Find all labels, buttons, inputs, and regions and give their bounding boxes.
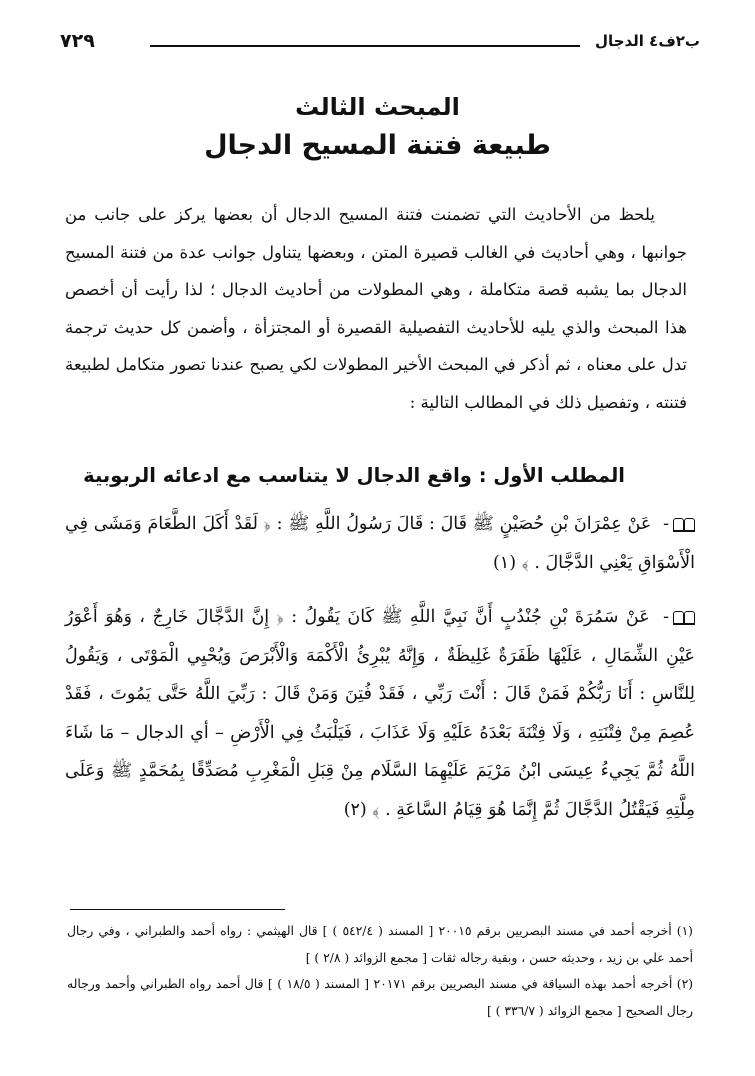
intro-paragraph — [65, 196, 687, 421]
running-head-chapter: ب٢ف٤ الدجال — [595, 32, 700, 50]
running-head — [60, 32, 700, 62]
hadith-dash: - — [663, 514, 669, 534]
section-heading — [0, 88, 755, 166]
intro-text: يلحظ من الأحاديث التي تضمنت فتنة المسيح الدجال أن بعضها يركز على جانب من جوانبها ، وهي أحاديث في الغالب قصيرة المتن ، وبعضها يتناول جوانب عدة من فتنة المسيح الدجال بما يشبه قصة متكاملة ، وهي المطولات من أحاديث الدجال ؛ لذا رأيت أن أخصص هذا المبحث والذي يليه للأحاديث التفصيلية القصيرة أو المجتزأة ، وأضمن كل حديث ترجمة تدل على معناه ، ثم أذكر في المبحث الأخير المطولات لكي يصبح عندنا تصور متكامل لطبيعة فتنته ، وتفصيل ذلك في المطالب التالية : — [65, 205, 687, 412]
footnote-separator — [70, 909, 285, 910]
hadith-dash: - — [663, 607, 669, 627]
open-book-icon — [673, 611, 695, 624]
subsection-heading: المطلب الأول : واقع الدجال لا يتناسب مع ادعائه الربوبية — [83, 464, 625, 487]
hadith-block — [65, 598, 695, 829]
hadith-block — [65, 505, 695, 582]
section-title: المبحث الثالث — [295, 93, 460, 121]
footnote: (١) أخرجه أحمد في مسند البصريين برقم ٢٠٠١٥ [ المسند ( ٥٤٢/٤ ) ] قال الهيثمي : رواه أحمد والطبراني ، وفي رجال أحمد علي بن زيد ، وحديثه حسن ، وبقية رجاله ثقات [ مجمع الزوائد ( ٢/٨ ) ] — [67, 924, 693, 965]
footnote: (٢) أخرجه أحمد بهذه السياقة في مسند البصريين برقم ٢٠١٧١ [ المسند ( ١٨/٥ ) ] قال أحمد رواه الطبراني وأحمد ورجاله رجال الصحيح [ مجمع الزوائد ( ٣٣٦/٧ ) ] — [67, 977, 693, 1018]
section-subtitle: طبيعة فتنة المسيح الدجال — [204, 130, 551, 161]
hadith-text: عَنْ عِمْرَانَ بْنِ حُصَيْنٍ ﷺ قَالَ : قَالَ رَسُولُ اللَّهِ ﷺ : ﴿ لَقَدْ أَكَلَ الطَّعَامَ وَمَشَى فِي الْأَسْوَاقِ يَعْنِي الدَّجَّالَ . ﴾ (١) — [65, 514, 695, 573]
open-book-icon — [673, 518, 695, 531]
hadith-text: عَنْ سَمُرَةَ بْنِ جُنْدُبٍ أَنَّ نَبِيَّ اللَّهِ ﷺ كَانَ يَقُولُ : ﴿ إِنَّ الدَّجَّالَ خَارِجٌ ، وَهُوَ أَعْوَرُ عَيْنِ الشِّمَالِ ، عَلَيْهَا ظَفَرَةٌ غَلِيظَةٌ ، وَإِنَّهُ يُبْرِئُ الْأَكْمَهَ وَالْأَبْرَصَ وَيُحْيِي الْمَوْتَى ، وَيَقُولُ لِلنَّاسِ : أَنَا رَبُّكُمْ فَمَنْ قَالَ : أَنْتَ رَبِّي ، فَقَدْ فُتِنَ وَمَنْ قَالَ : رَبِّيَ اللَّهُ حَتَّى يَمُوتَ ، فَقَدْ عُصِمَ مِنْ فِتْنَتِهِ ، وَلَا فِتْنَةَ بَعْدَهُ عَلَيْهِ وَلَا عَذَابَ ، فَيَلْبَثُ فِي الْأَرْضِ – أي الدجال – مَا شَاءَ اللَّهُ ثُمَّ يَجِيءُ عِيسَى ابْنُ مَرْيَمَ عَلَيْهِمَا السَّلَام مِنْ قِبَلِ الْمَغْرِبِ مُصَدِّقًا بِمُحَمَّدٍ ﷺ وَعَلَى مِلَّتِهِ فَيَقْتُلُ الدَّجَّالَ ثُمَّ إِنَّمَا هُوَ قِيَامُ السَّاعَةِ . ﴾ (٢) — [65, 607, 695, 820]
page-number: ٧٢٩ — [60, 30, 95, 52]
footnotes — [67, 918, 693, 1024]
running-head-rule — [150, 45, 580, 47]
